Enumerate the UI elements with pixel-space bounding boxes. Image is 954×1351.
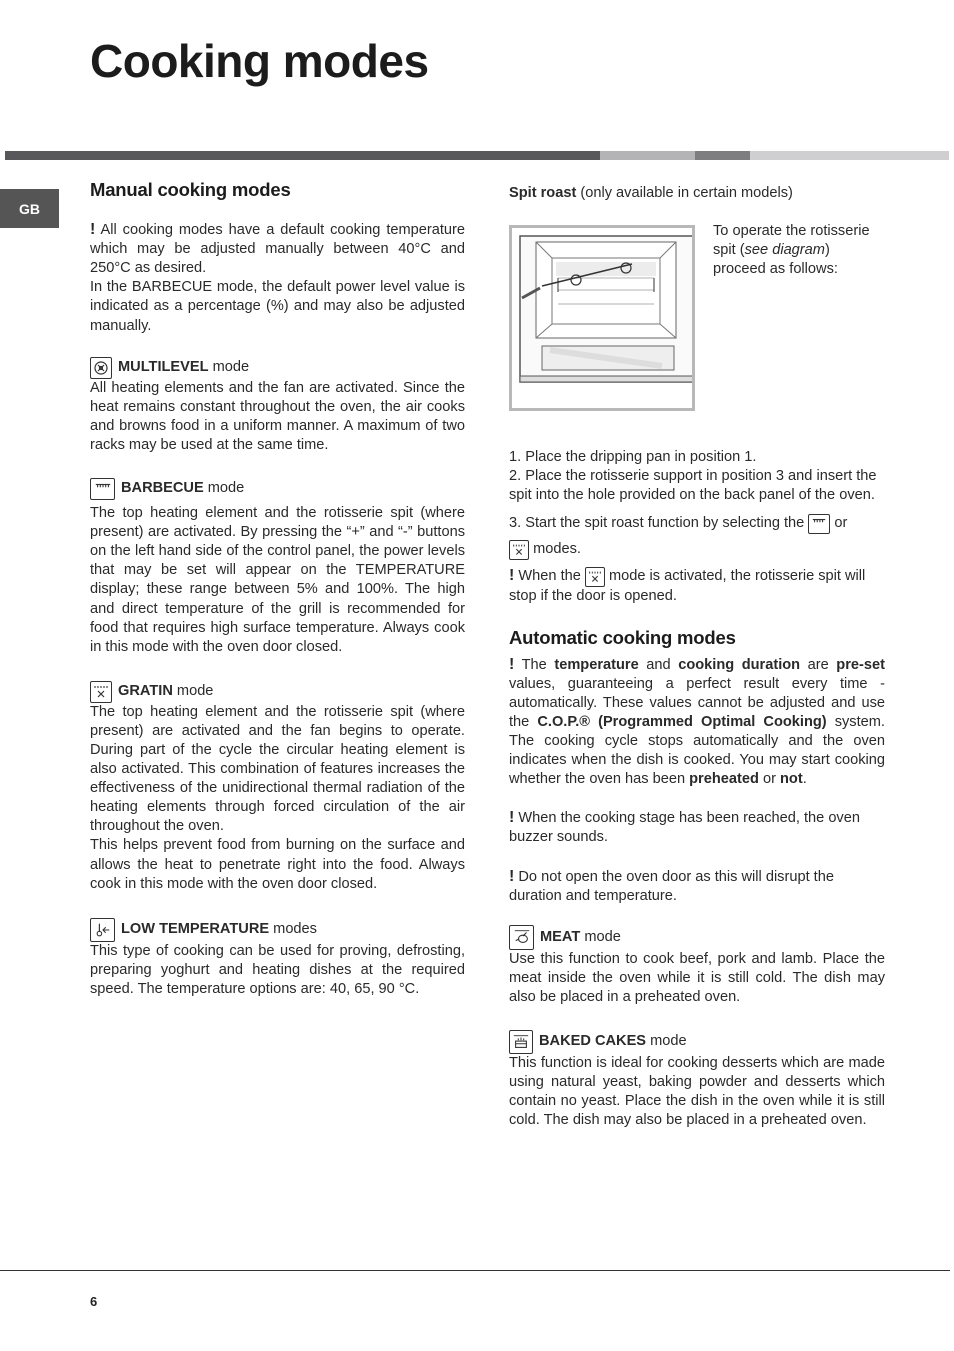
intro-text-1: All cooking modes have a default cooking temperature which may be adjusted manually between 40°C and 250°C as desired.	[90, 222, 466, 277]
auto-b2: cooking duration	[678, 656, 801, 673]
spit-step-1: 1. Place the dripping pan in position 1.	[509, 449, 757, 466]
auto-b6: not	[780, 771, 803, 788]
auto-note-buzzer	[509, 808, 885, 847]
meat-suffix: mode	[584, 928, 621, 945]
auto-t3: are	[807, 656, 829, 673]
right-column	[509, 184, 885, 1130]
low-temp-suffix: modes	[273, 921, 317, 938]
header-bar-mid	[695, 151, 750, 160]
multilevel-icon	[90, 357, 112, 379]
manual-modes-heading: Manual cooking modes	[90, 179, 291, 200]
multilevel-text: All heating elements and the fan are activated. Since the heat remains constant throughout the oven, the air cooks and browns food in a uniform manner. A maximum of two racks may be used at the same time.	[90, 379, 465, 453]
barbecue-text: The top heating element and the rotisserie spit (where present) are activated. By pressing the “+” and “-” buttons on the left hand side of the control panel, the power levels that may be set will appear on the TEMPERATURE display; these range between 5% and 100%. The high and direct temperature of the grill is recommended for food that requires high surface temperature. Always cook in this mode with the oven door closed.	[90, 505, 465, 655]
auto-note-door	[509, 867, 885, 906]
baked-cakes-icon	[509, 1030, 533, 1054]
barbecue-suffix: mode	[207, 480, 245, 497]
auto-b5: preheated	[689, 771, 759, 788]
header-bar-dark	[5, 151, 600, 160]
spit-operate-text	[713, 222, 873, 411]
meat-icon	[509, 925, 534, 950]
multilevel-suffix: mode	[212, 359, 250, 376]
spit-step-3	[509, 510, 885, 562]
operate-text-a: To operate the rotisserie spit (	[713, 223, 870, 259]
cakes-heading	[509, 1030, 885, 1054]
footer-rule	[0, 1270, 950, 1271]
manual-intro	[90, 220, 465, 336]
gratin-note-icon	[585, 567, 605, 587]
gratin-icon	[90, 681, 112, 703]
step3-text-a: 3. Start the spit roast function by selecting the	[509, 515, 805, 532]
meat-text: Use this function to cook beef, pork and lamb. Place the meat inside the oven while it is still cold. The dish may also be placed in a preheated oven.	[509, 950, 885, 1005]
gratin-name: GRATIN	[118, 683, 173, 700]
auto-b3: pre-set	[836, 656, 885, 673]
auto-b4: C.O.P.® (Programmed Optimal Cooking)	[537, 713, 827, 730]
page-title: Cooking modes	[90, 35, 429, 87]
auto-t4: values, guaranteeing a perfect result every time - automatically. These values cannot be adjusted and use the	[509, 675, 885, 730]
language-tab: GB	[0, 189, 59, 228]
low-temp-name: LOW TEMPERATURE	[121, 921, 270, 938]
gratin-text-2: This helps prevent food from burning on the surface and allows the heat to penetrate right into the food. Always cook in this mode with the oven door closed.	[90, 837, 465, 892]
header-bar-pale	[750, 151, 949, 160]
spit-roast-label: Spit roast	[509, 185, 577, 201]
door-text: Do not open the oven door as this will disrupt the duration and temperature.	[509, 868, 834, 904]
meat-heading	[509, 925, 885, 950]
multilevel-name: MULTILEVEL	[118, 359, 209, 376]
low-temperature-icon	[90, 918, 115, 942]
spit-note-a: When the	[518, 568, 581, 585]
spit-roast-note: (only available in certain models)	[580, 185, 793, 201]
low-temp-heading	[90, 918, 465, 942]
meat-name: MEAT	[540, 928, 581, 945]
auto-t7: .	[802, 771, 807, 788]
gratin-heading	[90, 681, 465, 703]
auto-modes-heading: Automatic cooking modes	[509, 626, 736, 648]
header-bar-light	[600, 151, 695, 160]
cakes-suffix: mode	[650, 1033, 687, 1050]
barbecue-inline-icon	[808, 514, 830, 534]
buzzer-mark: !	[509, 809, 515, 827]
spit-note-mark: !	[509, 567, 515, 585]
barbecue-heading	[90, 478, 465, 500]
auto-intro	[509, 655, 885, 790]
gratin-suffix: mode	[176, 683, 214, 700]
operate-text-b: ) proceed as follows:	[713, 242, 838, 278]
barbecue-icon	[90, 478, 115, 500]
spit-note-b: mode is activated, the rotisserie spit will stop if the door is opened.	[509, 568, 866, 604]
spit-roast-title	[509, 184, 885, 203]
auto-t5: system. The cooking cycle stops automatically and the oven indicates when the dish is cooked. You may start cooking whether the oven has been	[509, 713, 885, 788]
auto-t6: or	[762, 771, 776, 788]
spit-roast-diagram-row	[509, 225, 885, 411]
gratin-inline-icon	[509, 540, 529, 560]
barbecue-name: BARBECUE	[121, 480, 204, 497]
operate-text-em: see diagram	[744, 242, 825, 259]
multilevel-heading	[90, 357, 465, 379]
door-mark: !	[509, 867, 515, 885]
buzzer-text: When the cooking stage has been reached, the oven buzzer sounds.	[509, 810, 860, 846]
step3-or: or	[834, 515, 848, 532]
low-temp-text: This type of cooking can be used for proving, defrosting, preparing yoghurt and heating dishes at the required speed. The temperature options are: 40, 65, 90 °C.	[90, 942, 465, 997]
spit-note	[509, 566, 885, 605]
auto-t1: The	[521, 656, 547, 673]
auto-mark: !	[509, 655, 515, 673]
cakes-name: BAKED CAKES	[539, 1033, 647, 1050]
auto-b1: temperature	[554, 656, 639, 673]
page-number: 6	[90, 1294, 98, 1309]
cakes-text: This function is ideal for cooking desserts which are made using natural yeast, baking powder and desserts which contain no yeast. Place the dish in the oven while it is still cold. The dish may also be placed in a preheated oven.	[509, 1055, 885, 1129]
auto-t2: and	[646, 656, 671, 673]
warning-mark: !	[90, 221, 96, 239]
spit-step-2: 2. Place the rotisserie support in position 3 and insert the spit into the hole provided on the back panel of the oven.	[509, 468, 877, 504]
left-column	[90, 180, 465, 999]
step3-text-b: modes.	[533, 541, 581, 558]
gratin-text-1: The top heating element and the rotisserie spit (where present) are activated and the fan begins to operate. During part of the cycle the circular heating element is also activated. This combination of features increases the effectiveness of the unidirectional thermal radiation of the heating elements through forced circulation of the air throughout the oven.	[90, 703, 465, 835]
intro-text-2: In the BARBECUE mode, the default power level value is indicated as a percentage (%) and may also be adjusted manually.	[90, 279, 465, 334]
rotisserie-diagram	[509, 225, 695, 411]
